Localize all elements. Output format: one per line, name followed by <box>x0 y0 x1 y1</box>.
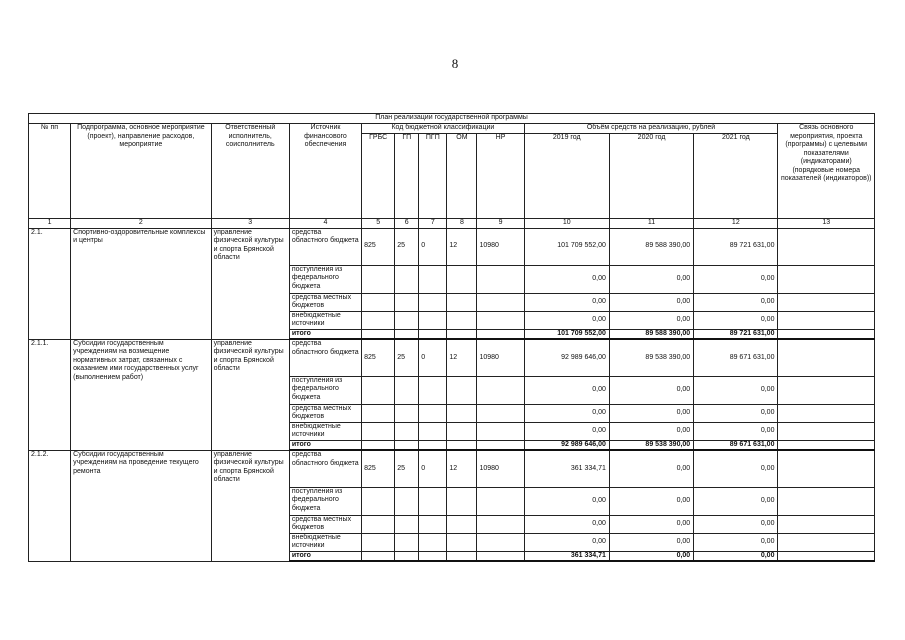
amount-regional-2019: 361 334,71 <box>524 450 609 487</box>
code-np: 10980 <box>477 450 524 487</box>
source-total: итого <box>289 440 361 450</box>
amount-regional-2020: 0,00 <box>609 450 693 487</box>
col-index: 5 <box>362 218 395 228</box>
indicator-link-cell <box>778 487 875 515</box>
item-number: 2.1.1. <box>29 339 71 450</box>
col-index: 9 <box>477 218 524 228</box>
header-np: НР <box>477 133 524 218</box>
empty-code-cell <box>362 311 395 329</box>
empty-code-cell <box>477 487 524 515</box>
code-grbs: 825 <box>362 228 395 265</box>
indicator-link-cell <box>778 533 875 551</box>
code-np: 10980 <box>477 339 524 376</box>
source-regional: средства областного бюджета <box>289 450 361 487</box>
program-plan-table <box>28 113 875 562</box>
item-number: 2.1.2. <box>29 450 71 561</box>
indicator-link-cell <box>778 339 875 376</box>
table-row <box>29 228 875 265</box>
col-index: 7 <box>419 218 447 228</box>
amount-local-2021: 0,00 <box>694 293 778 311</box>
source-local: средства местных бюджетов <box>289 404 361 422</box>
empty-code-cell <box>447 293 477 311</box>
amount-total-2021: 89 721 631,00 <box>694 329 778 339</box>
empty-code-cell <box>362 515 395 533</box>
col-index: 12 <box>694 218 778 228</box>
amount-local-2021: 0,00 <box>694 515 778 533</box>
empty-code-cell <box>419 265 447 293</box>
empty-code-cell <box>447 376 477 404</box>
indicator-link-cell <box>778 440 875 450</box>
amount-total-2019: 101 709 552,00 <box>524 329 609 339</box>
code-np: 10980 <box>477 228 524 265</box>
header-budget-code: Код бюджетной классификации <box>362 124 525 134</box>
source-extra: внебюджетные источники <box>289 533 361 551</box>
empty-code-cell <box>447 533 477 551</box>
header-executor: Ответственный исполнитель, соисполнитель <box>211 124 289 219</box>
amount-federal-2020: 0,00 <box>609 487 693 515</box>
code-grbs: 825 <box>362 339 395 376</box>
amount-regional-2020: 89 588 390,00 <box>609 228 693 265</box>
empty-code-cell <box>477 293 524 311</box>
empty-code-cell <box>419 440 447 450</box>
code-pgp: 0 <box>419 228 447 265</box>
amount-regional-2019: 92 989 646,00 <box>524 339 609 376</box>
indicator-link-cell <box>778 515 875 533</box>
amount-regional-2021: 89 671 631,00 <box>694 339 778 376</box>
empty-code-cell <box>419 293 447 311</box>
col-index: 6 <box>395 218 419 228</box>
header-link: Связь основного мероприятия, проекта (программы) с целевыми показателями (индикаторами) (порядковые номера показателей (индикаторов)) <box>778 124 875 219</box>
amount-local-2020: 0,00 <box>609 515 693 533</box>
header-grbs: ГРБС <box>362 133 395 218</box>
amount-extra-2019: 0,00 <box>524 533 609 551</box>
source-total: итого <box>289 329 361 339</box>
empty-code-cell <box>419 404 447 422</box>
empty-code-cell <box>362 329 395 339</box>
empty-code-cell <box>362 440 395 450</box>
amount-federal-2019: 0,00 <box>524 376 609 404</box>
amount-regional-2021: 0,00 <box>694 450 778 487</box>
empty-code-cell <box>362 404 395 422</box>
empty-code-cell <box>419 329 447 339</box>
item-executor: управление физической культуры и спорта Брянской области <box>211 228 289 339</box>
source-total: итого <box>289 551 361 561</box>
code-gp: 25 <box>395 339 419 376</box>
col-index: 13 <box>778 218 875 228</box>
amount-extra-2020: 0,00 <box>609 422 693 440</box>
indicator-link-cell <box>778 422 875 440</box>
table-row <box>29 339 875 376</box>
empty-code-cell <box>362 293 395 311</box>
amount-local-2019: 0,00 <box>524 404 609 422</box>
amount-total-2021: 89 671 631,00 <box>694 440 778 450</box>
indicator-link-cell <box>778 311 875 329</box>
empty-code-cell <box>477 440 524 450</box>
table-body <box>29 228 875 561</box>
header-pgp: ПГП <box>419 133 447 218</box>
header-num: № пп <box>29 124 71 219</box>
empty-code-cell <box>395 422 419 440</box>
empty-code-cell <box>395 440 419 450</box>
empty-code-cell <box>477 515 524 533</box>
code-om: 12 <box>447 339 477 376</box>
amount-total-2020: 0,00 <box>609 551 693 561</box>
header-name: Подпрограмма, основное мероприятие (проект), направление расходов, мероприятие <box>71 124 211 219</box>
empty-code-cell <box>447 487 477 515</box>
empty-code-cell <box>447 404 477 422</box>
header-2020: 2020 год <box>609 133 693 218</box>
column-index-row <box>29 218 875 228</box>
source-local: средства местных бюджетов <box>289 293 361 311</box>
empty-code-cell <box>395 293 419 311</box>
empty-code-cell <box>477 533 524 551</box>
item-name: Субсидии государственным учреждениям на возмещение нормативных затрат, связанных с оказанием ими государственных услуг (выполнением работ) <box>71 339 211 450</box>
amount-local-2019: 0,00 <box>524 293 609 311</box>
header-2021: 2021 год <box>694 133 778 218</box>
col-index: 8 <box>447 218 477 228</box>
empty-code-cell <box>447 329 477 339</box>
col-index: 3 <box>211 218 289 228</box>
empty-code-cell <box>395 329 419 339</box>
amount-extra-2021: 0,00 <box>694 422 778 440</box>
amount-extra-2021: 0,00 <box>694 533 778 551</box>
amount-regional-2021: 89 721 631,00 <box>694 228 778 265</box>
empty-code-cell <box>419 311 447 329</box>
empty-code-cell <box>477 265 524 293</box>
amount-local-2020: 0,00 <box>609 293 693 311</box>
table-title: План реализации государственной программы <box>29 114 875 124</box>
table-header <box>29 114 875 229</box>
code-om: 12 <box>447 450 477 487</box>
indicator-link-cell <box>778 376 875 404</box>
empty-code-cell <box>395 311 419 329</box>
empty-code-cell <box>477 376 524 404</box>
empty-code-cell <box>395 533 419 551</box>
empty-code-cell <box>447 515 477 533</box>
indicator-link-cell <box>778 293 875 311</box>
empty-code-cell <box>477 404 524 422</box>
indicator-link-cell <box>778 329 875 339</box>
amount-federal-2019: 0,00 <box>524 487 609 515</box>
empty-code-cell <box>419 487 447 515</box>
header-amount: Объём средств на реализацию, рублей <box>524 124 778 134</box>
empty-code-cell <box>419 533 447 551</box>
col-index: 11 <box>609 218 693 228</box>
amount-extra-2019: 0,00 <box>524 311 609 329</box>
header-gp: ГП <box>395 133 419 218</box>
empty-code-cell <box>477 422 524 440</box>
item-number: 2.1. <box>29 228 71 339</box>
table-row <box>29 450 875 487</box>
amount-federal-2020: 0,00 <box>609 376 693 404</box>
amount-extra-2021: 0,00 <box>694 311 778 329</box>
header-source: Источник финансового обеспечения <box>289 124 361 219</box>
amount-extra-2020: 0,00 <box>609 311 693 329</box>
item-name: Спортивно-оздоровительные комплексы и центры <box>71 228 211 339</box>
amount-local-2020: 0,00 <box>609 404 693 422</box>
amount-total-2020: 89 588 390,00 <box>609 329 693 339</box>
source-federal: поступления из федерального бюджета <box>289 265 361 293</box>
indicator-link-cell <box>778 551 875 561</box>
source-federal: поступления из федерального бюджета <box>289 376 361 404</box>
amount-local-2019: 0,00 <box>524 515 609 533</box>
empty-code-cell <box>395 265 419 293</box>
empty-code-cell <box>395 515 419 533</box>
empty-code-cell <box>419 376 447 404</box>
amount-total-2019: 92 989 646,00 <box>524 440 609 450</box>
source-extra: внебюджетные источники <box>289 311 361 329</box>
empty-code-cell <box>419 422 447 440</box>
page-number: 8 <box>451 56 459 71</box>
header-2019: 2019 год <box>524 133 609 218</box>
empty-code-cell <box>477 551 524 561</box>
empty-code-cell <box>395 376 419 404</box>
item-executor: управление физической культуры и спорта Брянской области <box>211 450 289 561</box>
code-gp: 25 <box>395 228 419 265</box>
amount-federal-2021: 0,00 <box>694 376 778 404</box>
amount-federal-2021: 0,00 <box>694 487 778 515</box>
code-om: 12 <box>447 228 477 265</box>
empty-code-cell <box>362 487 395 515</box>
empty-code-cell <box>477 329 524 339</box>
amount-federal-2021: 0,00 <box>694 265 778 293</box>
code-pgp: 0 <box>419 339 447 376</box>
indicator-link-cell <box>778 228 875 265</box>
amount-regional-2020: 89 538 390,00 <box>609 339 693 376</box>
code-gp: 25 <box>395 450 419 487</box>
source-regional: средства областного бюджета <box>289 228 361 265</box>
empty-code-cell <box>362 265 395 293</box>
source-regional: средства областного бюджета <box>289 339 361 376</box>
amount-extra-2020: 0,00 <box>609 533 693 551</box>
code-grbs: 825 <box>362 450 395 487</box>
amount-total-2021: 0,00 <box>694 551 778 561</box>
empty-code-cell <box>447 422 477 440</box>
indicator-link-cell <box>778 265 875 293</box>
empty-code-cell <box>447 551 477 561</box>
empty-code-cell <box>477 311 524 329</box>
col-index: 2 <box>71 218 211 228</box>
empty-code-cell <box>362 551 395 561</box>
empty-code-cell <box>362 422 395 440</box>
source-local: средства местных бюджетов <box>289 515 361 533</box>
source-federal: поступления из федерального бюджета <box>289 487 361 515</box>
empty-code-cell <box>419 551 447 561</box>
empty-code-cell <box>395 404 419 422</box>
amount-extra-2019: 0,00 <box>524 422 609 440</box>
empty-code-cell <box>362 533 395 551</box>
item-name: Субсидии государственным учреждениям на проведение текущего ремонта <box>71 450 211 561</box>
empty-code-cell <box>362 376 395 404</box>
empty-code-cell <box>447 440 477 450</box>
amount-local-2021: 0,00 <box>694 404 778 422</box>
empty-code-cell <box>419 515 447 533</box>
col-index: 4 <box>289 218 361 228</box>
empty-code-cell <box>447 311 477 329</box>
empty-code-cell <box>447 265 477 293</box>
empty-code-cell <box>395 551 419 561</box>
amount-regional-2019: 101 709 552,00 <box>524 228 609 265</box>
col-index: 10 <box>524 218 609 228</box>
amount-federal-2020: 0,00 <box>609 265 693 293</box>
indicator-link-cell <box>778 404 875 422</box>
indicator-link-cell <box>778 450 875 487</box>
code-pgp: 0 <box>419 450 447 487</box>
col-index: 1 <box>29 218 71 228</box>
item-executor: управление физической культуры и спорта Брянской области <box>211 339 289 450</box>
empty-code-cell <box>395 487 419 515</box>
amount-total-2019: 361 334,71 <box>524 551 609 561</box>
amount-total-2020: 89 538 390,00 <box>609 440 693 450</box>
header-om: ОМ <box>447 133 477 218</box>
source-extra: внебюджетные источники <box>289 422 361 440</box>
amount-federal-2019: 0,00 <box>524 265 609 293</box>
